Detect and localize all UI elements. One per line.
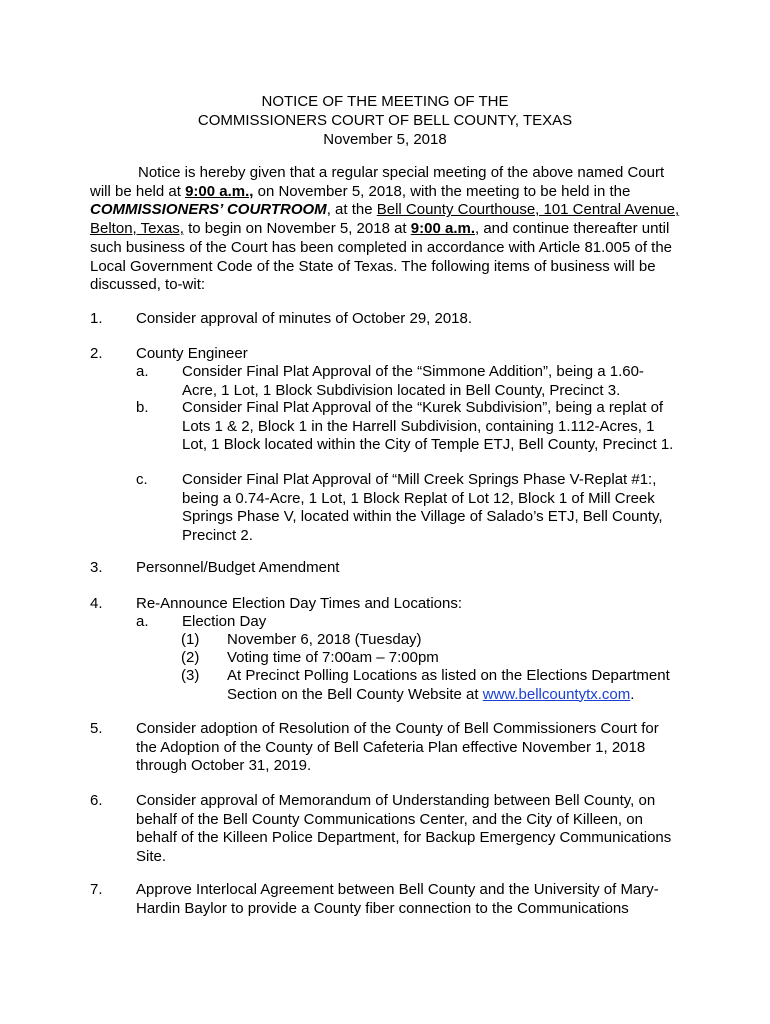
polling-text: At Precinct Polling Locations as listed on the Elections Department Section on the Bell County Website at: [227, 667, 670, 703]
item-text: Consider approval of minutes of October 29, 2018.: [136, 310, 473, 327]
item-number: 2.: [90, 345, 103, 362]
item-text: Consider adoption of Resolution of the County of Bell Commissioners Court for the Adoption of the County of Bell Cafeteria Plan effective November 1, 2018 through October 31, 2019.: [136, 720, 659, 774]
sub-sub-item-text: November 6, 2018 (Tuesday): [227, 631, 422, 648]
intro-text-4: to begin on November 5, 2018 at: [183, 220, 411, 238]
item-number: 7.: [90, 881, 103, 898]
intro-text-1: Notice is hereby given that a regular special meeting of the above named Court will be held at: [90, 164, 665, 200]
sub-item-letter: c.: [136, 471, 148, 488]
courthouse-location: Bell County Courthouse, 101 Central Avenue, Belton, Texas,: [90, 201, 680, 238]
courtroom-name: COMMISSIONERS’ COURTROOM: [90, 201, 327, 219]
sub-item-text: Consider Final Plat Approval of the “Kurek Subdivision”, being a replat of Lots 1 & 2, Block 1 in the Harrell Subdivision, containing 1.112-Acres, 1 Lot, 1 Block located within the City of Temple ETJ, Bell County, Precinct 1.: [182, 399, 674, 453]
item-text: County Engineer: [136, 345, 248, 362]
sub-item-text: Election Day: [182, 613, 267, 630]
sub-item-letter: b.: [136, 399, 149, 416]
item-number: 1.: [90, 310, 103, 327]
meeting-time-2: 9:00 a.m.: [410, 220, 475, 238]
sub-item-letter: a.: [136, 613, 149, 630]
intro-text-3: , at the: [326, 201, 377, 219]
sub-sub-item-text: [227, 667, 687, 704]
sub-sub-item-text: Voting time of 7:00am – 7:00pm: [227, 649, 439, 666]
sub-sub-item-number: (2): [181, 649, 200, 666]
item-number: 3.: [90, 559, 103, 576]
meeting-time-1: 9:00 a.m.,: [185, 182, 254, 200]
item-number: 6.: [90, 792, 103, 809]
intro-text-5: , and continue thereafter until such business of the Court has been completed in accordance with Article 81.005 of the Local Government Code of the State of Texas. The following items of business will be discussed, to-wit:: [90, 220, 673, 294]
sub-sub-item-number: (1): [181, 631, 200, 648]
sub-sub-item-number: (3): [181, 667, 200, 684]
polling-text-end: .: [630, 685, 635, 703]
heading-line-3: November 5, 2018: [323, 131, 447, 148]
intro-text-2: on November 5, 2018, with the meeting to be held in the: [253, 182, 631, 200]
item-number: 5.: [90, 720, 103, 737]
item-text: Personnel/Budget Amendment: [136, 559, 340, 576]
heading-line-1: NOTICE OF THE MEETING OF THE: [261, 93, 509, 110]
sub-item-letter: a.: [136, 363, 149, 380]
notice-heading: [0, 92, 770, 149]
intro-paragraph: [90, 164, 680, 295]
item-text: Re-Announce Election Day Times and Locations:: [136, 595, 463, 612]
item-text: Consider approval of Memorandum of Understanding between Bell County, on behalf of the Bell County Communications Center, and the City of Killeen, on behalf of the Killeen Police Department, for Backup Emergency Communications Site.: [136, 792, 672, 865]
item-text: Approve Interlocal Agreement between Bell County and the University of Mary-Hardin Baylor to provide a County fiber connection to the Communications: [136, 881, 659, 917]
item-number: 4.: [90, 595, 103, 612]
sub-item-text: Consider Final Plat Approval of the “Simmone Addition”, being a 1.60-Acre, 1 Lot, 1 Block Subdivision located in Bell County, Precinct 3.: [182, 363, 644, 399]
sub-item-text: Consider Final Plat Approval of “Mill Creek Springs Phase V-Replat #1:, being a 0.74-Acre, 1 Lot, 1 Block Replat of Lot 12, Block 1 of Mill Creek Springs Phase V, located within the Village of Salado’s ETJ, Bell County, Precinct 2.: [182, 471, 663, 544]
heading-line-2: COMMISSIONERS COURT OF BELL COUNTY, TEXAS: [197, 112, 573, 129]
county-website-link[interactable]: www.bellcountytx.com: [482, 685, 631, 703]
